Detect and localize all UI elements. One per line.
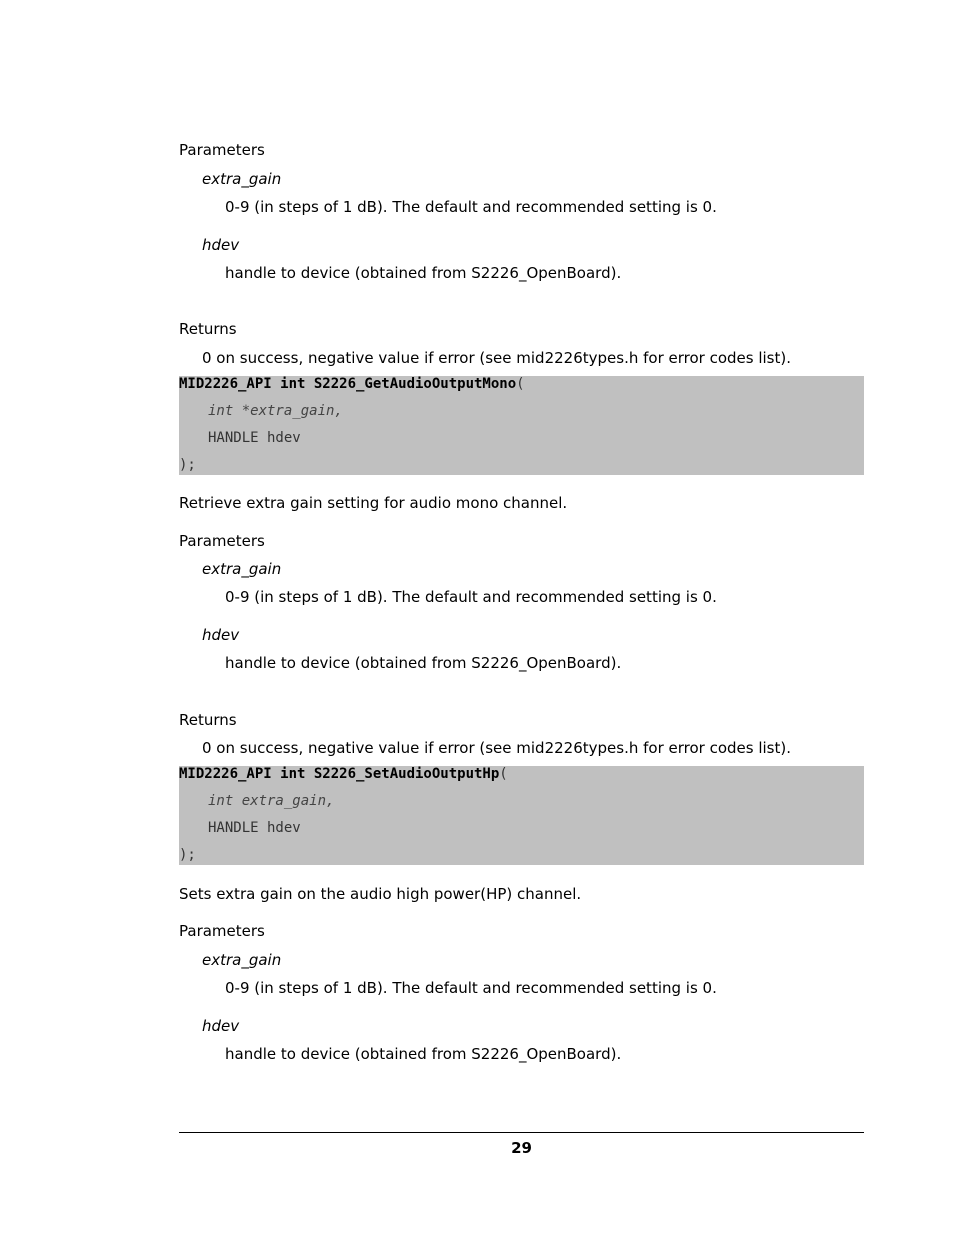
- param-name-hdev: hdev: [202, 236, 240, 254]
- param-desc-hdev: handle to device (obtained from S2226_OpenBoard).: [225, 264, 622, 282]
- footer-divider: [179, 1132, 864, 1133]
- returns-heading: Returns: [179, 320, 237, 338]
- param-desc-extra-gain: 0-9 (in steps of 1 dB). The default and recommended setting is 0.: [225, 979, 717, 997]
- returns-heading: Returns: [179, 711, 237, 729]
- param-desc-extra-gain: 0-9 (in steps of 1 dB). The default and recommended setting is 0.: [225, 198, 717, 216]
- function-arg-extra-gain: int *extra_gain,: [208, 403, 343, 419]
- function-signature: MID2226_API int S2226_SetAudioOutputHp(: [179, 766, 508, 782]
- param-name-hdev: hdev: [202, 626, 240, 644]
- code-block-set-audio-output-hp: [179, 766, 864, 865]
- function-end: );: [179, 847, 196, 863]
- param-name-extra-gain: extra_gain: [202, 560, 282, 578]
- function-arg-extra-gain: int extra_gain,: [208, 793, 335, 809]
- function-end: );: [179, 457, 196, 473]
- function-arg-hdev: HANDLE hdev: [208, 430, 301, 446]
- returns-desc: 0 on success, negative value if error (see mid2226types.h for error codes list).: [202, 349, 791, 367]
- param-name-hdev: hdev: [202, 1017, 240, 1035]
- parameters-heading: Parameters: [179, 141, 265, 159]
- param-desc-hdev: handle to device (obtained from S2226_OpenBoard).: [225, 1045, 622, 1063]
- parameters-heading: Parameters: [179, 532, 265, 550]
- function-arg-hdev: HANDLE hdev: [208, 820, 301, 836]
- function-description: Sets extra gain on the audio high power(HP) channel.: [179, 885, 582, 903]
- param-desc-hdev: handle to device (obtained from S2226_OpenBoard).: [225, 654, 622, 672]
- code-block-get-audio-output-mono: [179, 376, 864, 475]
- returns-desc: 0 on success, negative value if error (see mid2226types.h for error codes list).: [202, 739, 791, 757]
- param-name-extra-gain: extra_gain: [202, 170, 282, 188]
- param-name-extra-gain: extra_gain: [202, 951, 282, 969]
- function-description: Retrieve extra gain setting for audio mono channel.: [179, 494, 568, 512]
- function-signature: MID2226_API int S2226_GetAudioOutputMono(: [179, 376, 525, 392]
- page-number: 29: [511, 1139, 532, 1157]
- param-desc-extra-gain: 0-9 (in steps of 1 dB). The default and recommended setting is 0.: [225, 588, 717, 606]
- parameters-heading: Parameters: [179, 922, 265, 940]
